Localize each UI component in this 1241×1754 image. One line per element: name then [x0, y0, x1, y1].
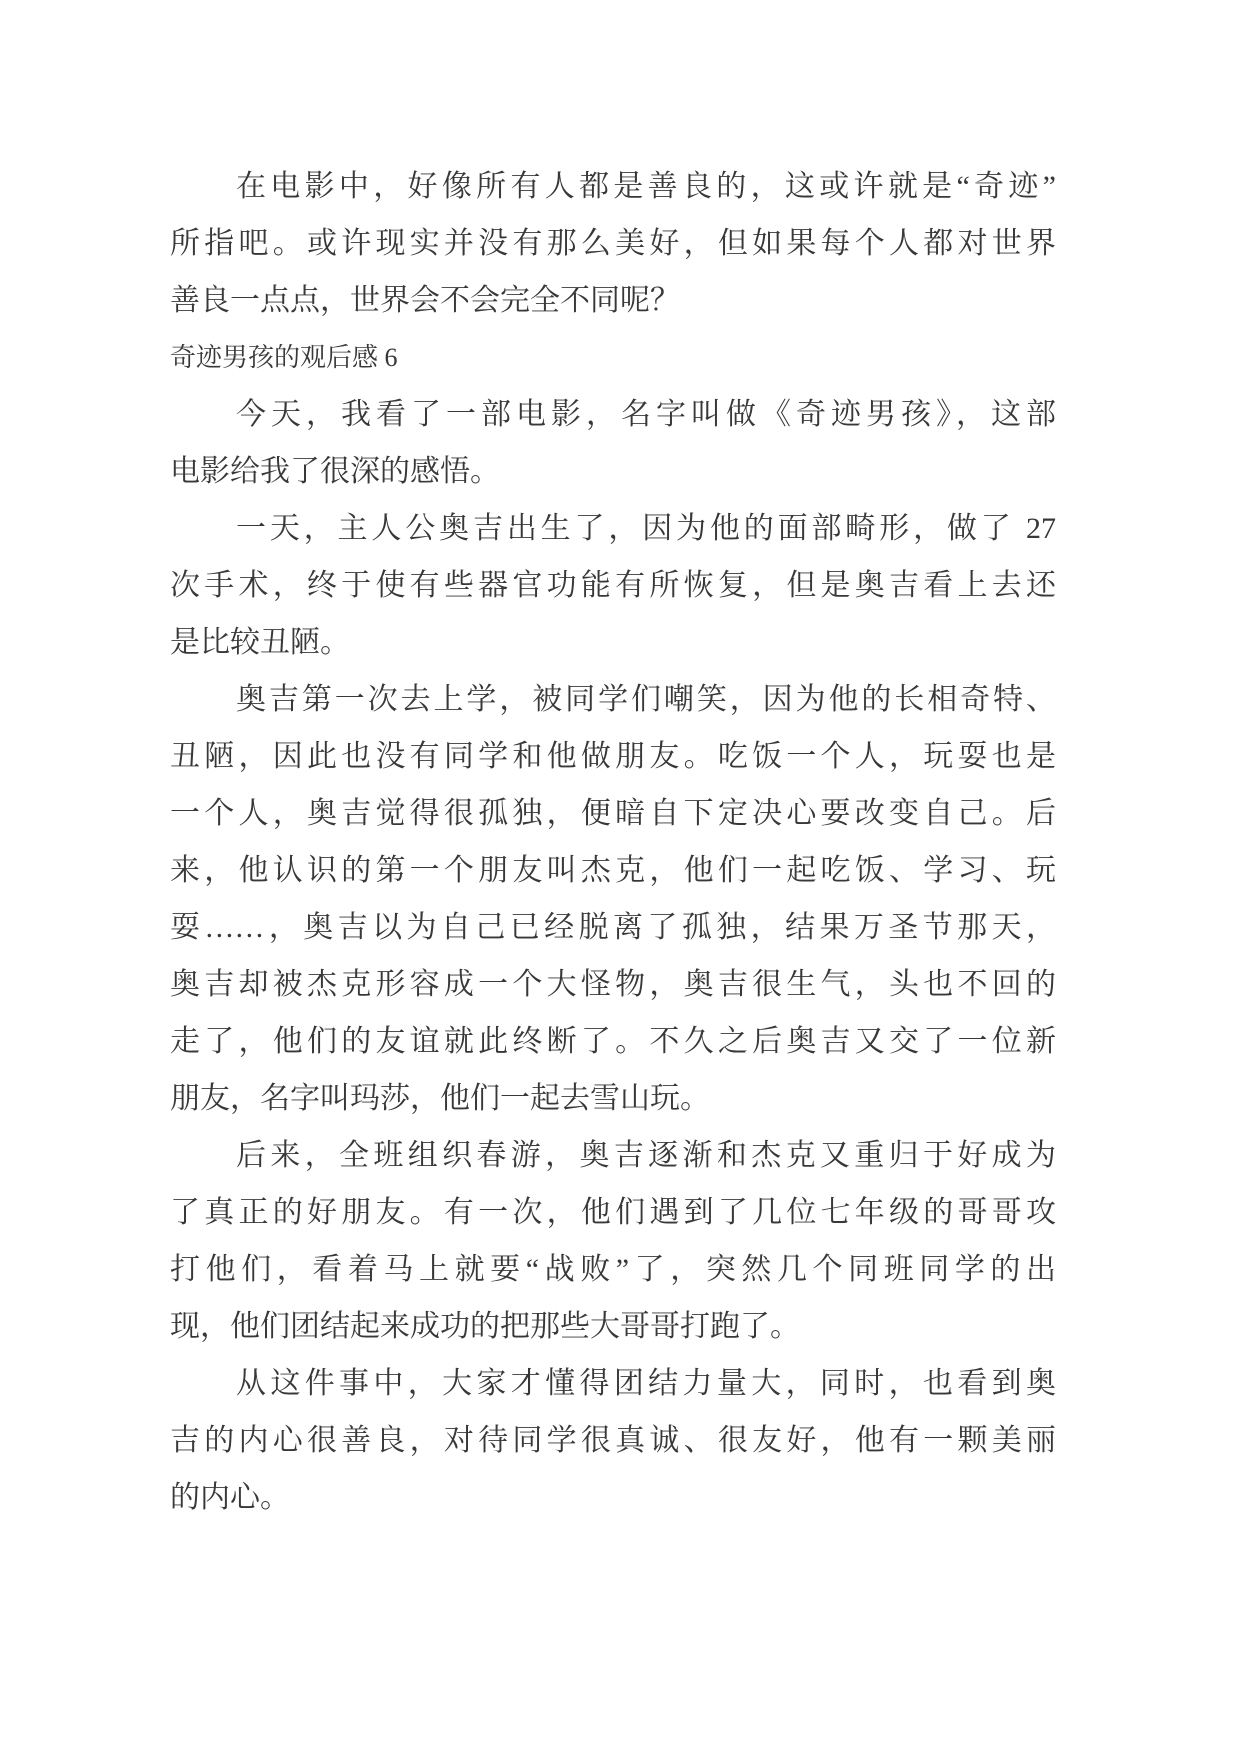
text-line: 在电影中，好像所有人都是善良的，这或许就是“奇迹”: [236, 170, 1056, 203]
text-line: 后来，全班组织春游，奥吉逐渐和杰克又重归于好成为: [236, 1139, 1056, 1172]
text-line: 是比较丑陋。: [170, 626, 350, 659]
text-line: 奥吉却被杰克形容成一个大怪物，奥吉很生气，头也不回的: [170, 968, 1056, 1001]
text-line: 的内心。: [170, 1481, 290, 1514]
text-line: 来，他认识的第一个朋友叫杰克，他们一起吃饭、学习、玩: [170, 854, 1056, 887]
document-text-block: [170, 158, 1056, 1526]
text-line: 耍……，奥吉以为自己已经脱离了孤独，结果万圣节那天，: [170, 911, 1056, 944]
text-line: 次手术，终于使有些器官功能有所恢复，但是奥吉看上去还: [170, 569, 1056, 602]
text-line: 所指吧。或许现实并没有那么美好，但如果每个人都对世界: [170, 227, 1056, 260]
text-line: 善良一点点，世界会不会完全不同呢？: [170, 284, 680, 317]
text-line: 走了，他们的友谊就此终断了。不久之后奥吉又交了一位新: [170, 1025, 1056, 1058]
document-heading: 奇迹男孩的观后感 6: [170, 343, 398, 372]
text-line: 电影给我了很深的感悟。: [170, 455, 500, 488]
text-line: 了真正的好朋友。有一次，他们遇到了几位七年级的哥哥攻: [170, 1196, 1056, 1229]
text-line: 朋友，名字叫玛莎，他们一起去雪山玩。: [170, 1082, 710, 1115]
text-line: 今天，我看了一部电影，名字叫做《奇迹男孩》，这部: [236, 398, 1056, 431]
text-line: 从这件事中，大家才懂得团结力量大，同时，也看到奥: [236, 1367, 1056, 1400]
text-line: 一个人，奥吉觉得很孤独，便暗自下定决心要改变自己。后: [170, 797, 1056, 830]
text-line: 丑陋，因此也没有同学和他做朋友。吃饭一个人，玩耍也是: [170, 740, 1056, 773]
text-line: 现，他们团结起来成功的把那些大哥哥打跑了。: [170, 1310, 800, 1343]
text-line: 吉的内心很善良，对待同学很真诚、很友好，他有一颗美丽: [170, 1424, 1056, 1457]
text-line: 一天，主人公奥吉出生了，因为他的面部畸形，做了 27: [236, 512, 1056, 545]
text-line: 打他们，看着马上就要“战败”了，突然几个同班同学的出: [170, 1253, 1056, 1286]
text-line: 奥吉第一次去上学，被同学们嘲笑，因为他的长相奇特、: [236, 683, 1056, 716]
